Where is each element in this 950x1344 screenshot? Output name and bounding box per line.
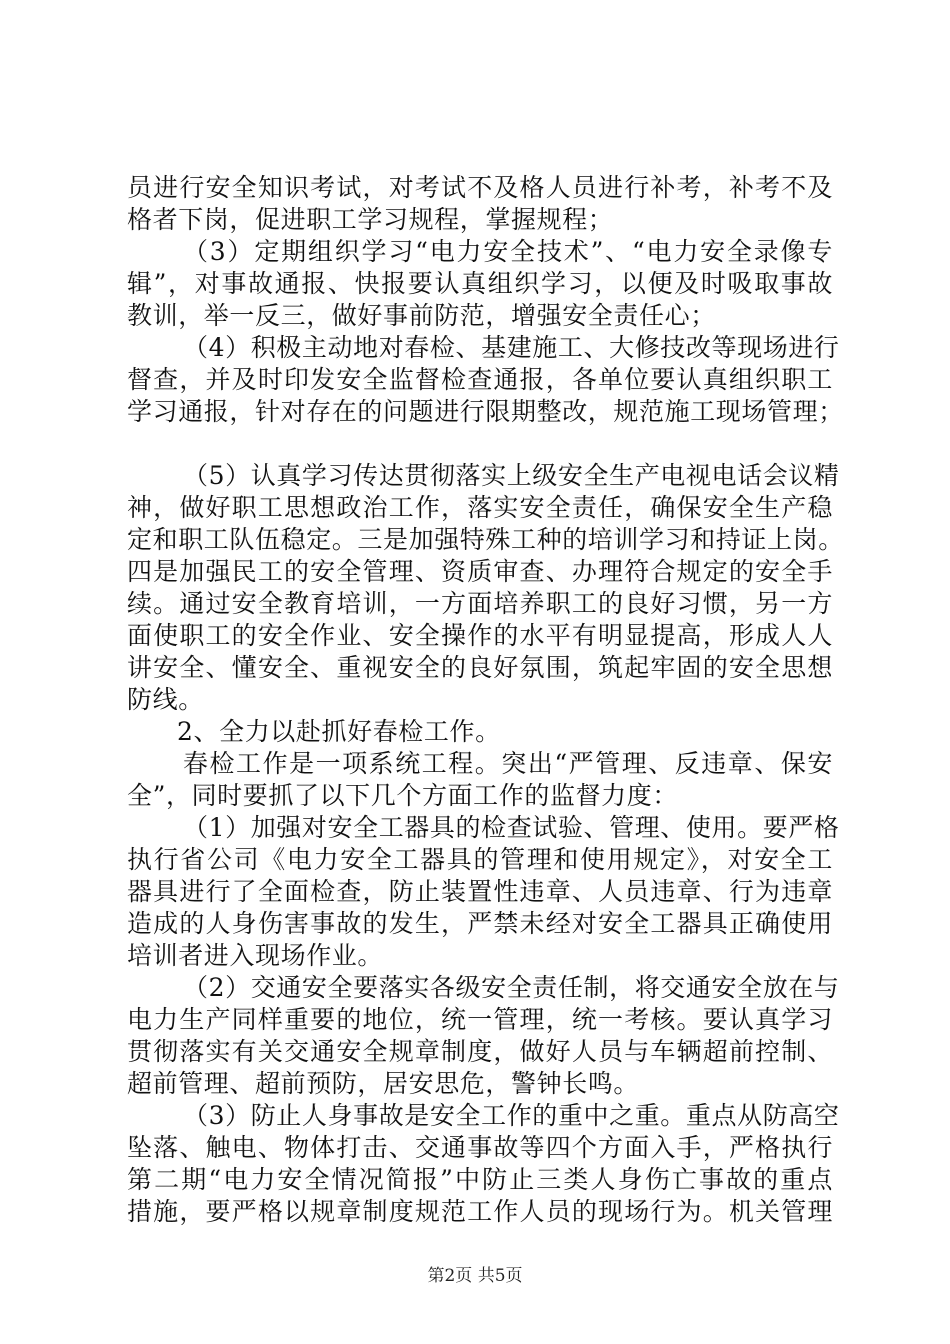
text-line: 执行省公司《电力安全工器具的管理和使用规定》，对安全工 xyxy=(127,845,833,874)
text-line: 电力生产同样重要的地位，统一管理，统一考核。要认真学习 xyxy=(127,1005,833,1034)
text-line: 定和职工队伍稳定。三是加强特殊工种的培训学习和持证上岗。 xyxy=(127,525,844,554)
text-line: 员进行安全知识考试，对考试不及格人员进行补考，补考不及 xyxy=(127,173,833,202)
text-line: 坠落、触电、物体打击、交通事故等四个方面入手，严格执行 xyxy=(127,1133,833,1162)
text-line: 续。通过安全教育培训，一方面培养职工的良好习惯，另一方 xyxy=(127,589,833,618)
text-line: 讲安全、懂安全、重视安全的良好氛围，筑起牢固的安全思想 xyxy=(127,653,833,682)
text-line: （1）加强对安全工器具的检查试验、管理、使用。要严格 xyxy=(183,813,840,842)
paragraph-gap xyxy=(127,428,833,460)
text-line: 培训者进入现场作业。 xyxy=(127,941,384,970)
text-line: （5）认真学习传达贯彻落实上级安全生产电视电话会议精 xyxy=(183,461,840,490)
text-line: 超前管理、超前预防，居安思危，警钟长鸣。 xyxy=(127,1069,640,1098)
text-line: 面使职工的安全作业、安全操作的水平有明显提高，形成人人 xyxy=(127,621,833,650)
text-line: 学习通报，针对存在的问题进行限期整改，规范施工现场管理； xyxy=(127,397,844,426)
text-line: 第二期“电力安全情况简报”中防止三类人身伤亡事故的重点 xyxy=(127,1165,833,1194)
text-line: 造成的人身伤害事故的发生，严禁未经对安全工器具正确使用 xyxy=(127,909,833,938)
text-line: 四是加强民工的安全管理、资质审查、办理符合规定的安全手 xyxy=(127,557,833,586)
text-line: 贯彻落实有关交通安全规章制度，做好人员与车辆超前控制、 xyxy=(127,1037,833,1066)
text-line: 督查，并及时印发安全监督检查通报，各单位要认真组织职工 xyxy=(127,365,833,394)
document-body xyxy=(127,172,844,1228)
text-line: （3）防止人身事故是安全工作的重中之重。重点从防高空 xyxy=(183,1101,840,1130)
text-line: （4）积极主动地对春检、基建施工、大修技改等现场进行 xyxy=(183,333,840,362)
text-line: 春检工作是一项系统工程。突出“严管理、反违章、保安 xyxy=(183,749,833,778)
text-line: 教训，举一反三，做好事前防范，增强安全责任心； xyxy=(127,301,716,330)
text-line: （2）交通安全要落实各级安全责任制，将交通安全放在与 xyxy=(183,973,840,1002)
text-line: 神，做好职工思想政治工作，落实安全责任，确保安全生产稳 xyxy=(127,493,833,522)
text-line: 全”，同时要抓了以下几个方面工作的监督力度： xyxy=(127,781,678,810)
text-line: 器具进行了全面检查，防止装置性违章、人员违章、行为违章 xyxy=(127,877,833,906)
text-line: 措施，要严格以规章制度规范工作人员的现场行为。机关管理 xyxy=(127,1197,833,1226)
text-line: 格者下岗，促进职工学习规程，掌握规程； xyxy=(127,205,614,234)
text-line: 辑”，对事故通报、快报要认真组织学习，以便及时吸取事故 xyxy=(127,269,833,298)
text-line: （3）定期组织学习“电力安全技术”、“电力安全录像专 xyxy=(183,237,833,266)
text-line: 防线。 xyxy=(127,685,204,714)
section-heading: 2、全力以赴抓好春检工作。 xyxy=(177,717,501,746)
page-number: 第2页 共5页 xyxy=(427,1266,523,1286)
